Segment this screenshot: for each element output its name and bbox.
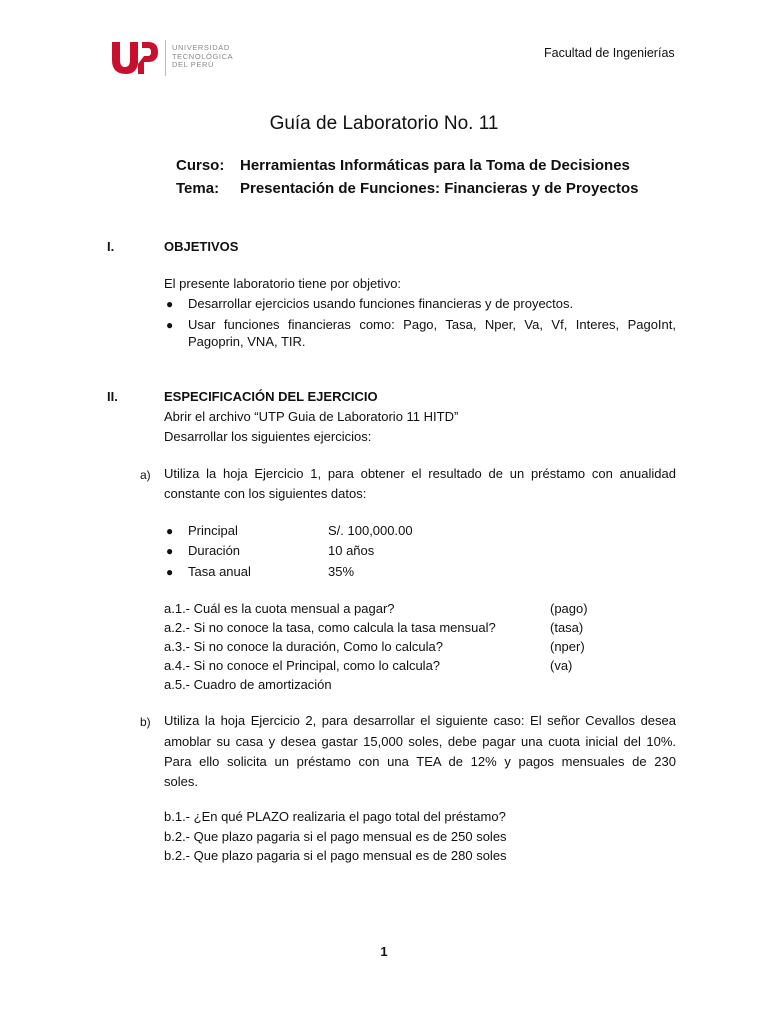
bullet-dot: ● — [166, 565, 174, 579]
bullet-dot: ● — [166, 544, 174, 558]
logo-divider — [165, 40, 166, 76]
utp-logo — [108, 38, 160, 80]
bullet-dot: ● — [166, 297, 174, 311]
topic-value: Presentación de Funciones: Financieras y de Proyectos — [240, 180, 639, 197]
exercise-b-text-line-4: soles. — [164, 774, 198, 789]
question-a1-function: (pago) — [550, 601, 588, 616]
exercise-b-text-line-1: Utiliza la hoja Ejercicio 2, para desarrollar el siguiente caso: El señor Cevallos desea — [164, 713, 676, 728]
data-label-duracion: Duración — [188, 543, 241, 558]
data-label-tasa: Tasa anual — [188, 564, 251, 579]
logo-wordmark — [172, 44, 233, 70]
course-value: Herramientas Informáticas para la Toma de Decisiones — [240, 157, 630, 174]
question-a1: a.1.- Cuál es la cuota mensual a pagar? — [164, 601, 395, 616]
topic-label: Tema: — [176, 180, 220, 197]
exercise-a-marker: a) — [140, 468, 151, 482]
question-b2: b.2.- Que plazo pagaria si el pago mensual es de 250 soles — [164, 829, 507, 844]
document-title: Guía de Laboratorio No. 11 — [269, 113, 499, 134]
bullet-dot: ● — [166, 524, 174, 538]
section-1-heading: OBJETIVOS — [164, 239, 239, 254]
logo-u-shape — [112, 42, 138, 74]
question-b1: b.1.- ¿En qué PLAZO realizaria el pago total del préstamo? — [164, 809, 506, 824]
objective-2-line-1: Usar funciones financieras como: Pago, Tasa, Nper, Va, Vf, Interes, PagoInt, — [188, 317, 676, 332]
logo-line-2: TECNOLÓGICA — [172, 51, 234, 61]
question-a4: a.4.- Si no conoce el Principal, como lo calcula? — [164, 658, 441, 673]
bullet-dot: ● — [166, 318, 174, 332]
question-a2: a.2.- Si no conoce la tasa, como calcula la tasa mensual? — [164, 620, 496, 635]
faculty-label: Facultad de Ingenierías — [544, 46, 675, 60]
logo-line-1: UNIVERSIDAD — [172, 43, 230, 52]
question-b3: b.2.- Que plazo pagaria si el pago mensual es de 280 soles — [164, 848, 507, 863]
page-number: 1 — [380, 944, 388, 959]
section-1-number: I. — [107, 239, 115, 254]
question-a3-function: (nper) — [550, 639, 585, 654]
section-2-number: II. — [107, 389, 118, 404]
question-a3: a.3.- Si no conoce la duración, Como lo calcula? — [164, 639, 443, 654]
section-2-heading: ESPECIFICACIÓN DEL EJERCICIO — [164, 389, 378, 404]
exercise-a-text-line-1: Utiliza la hoja Ejercicio 1, para obtener el resultado de un préstamo con anualidad — [164, 466, 676, 481]
question-a2-function: (tasa) — [550, 620, 584, 635]
section-2-line-2: Desarrollar los siguientes ejercicios: — [164, 429, 372, 444]
logo-line-3: DEL PERÚ — [172, 60, 215, 69]
exercise-b-text-line-3: Para ello solicita un préstamo con una TEA de 12% y pagos mensuales de 230 — [164, 754, 676, 769]
course-label: Curso: — [176, 157, 225, 174]
section-1-intro: El presente laboratorio tiene por objetivo: — [164, 276, 402, 291]
objective-1: Desarrollar ejercicios usando funciones financieras y de proyectos. — [188, 296, 574, 311]
exercise-a-text-line-2: constante con los siguientes datos: — [164, 486, 367, 501]
data-value-principal: S/. 100,000.00 — [328, 523, 413, 538]
data-value-tasa: 35% — [328, 564, 355, 579]
data-value-duracion: 10 años — [328, 543, 375, 558]
section-2-line-1: Abrir el archivo “UTP Guia de Laboratorio 11 HITD” — [164, 409, 459, 424]
question-a5: a.5.- Cuadro de amortización — [164, 677, 332, 692]
data-label-principal: Principal — [188, 523, 238, 538]
logo-p-shape — [136, 42, 158, 74]
objective-2-line-2: Pagoprin, VNA, TIR. — [188, 334, 306, 349]
exercise-b-marker: b) — [140, 715, 151, 729]
question-a4-function: (va) — [550, 658, 573, 673]
exercise-b-text-line-2: amoblar su casa y desea gastar 15,000 soles, debe pagar una cuota inicial del 10%. — [164, 734, 676, 749]
